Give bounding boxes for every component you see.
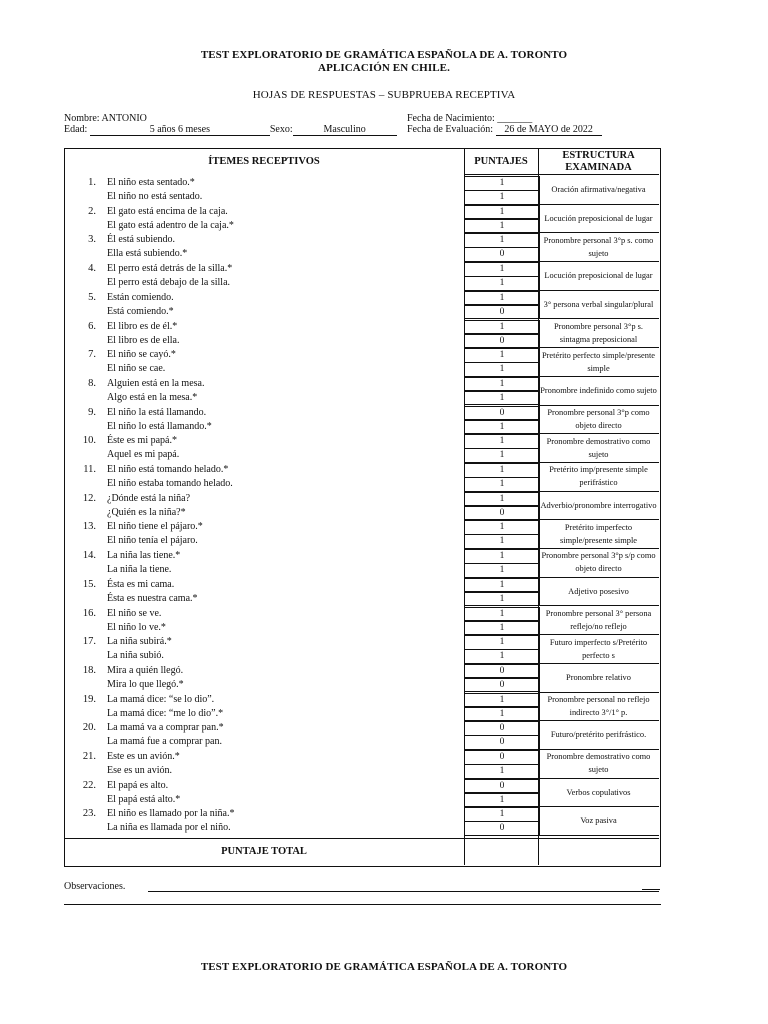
item-option-b: La mamá fue a comprar pan. xyxy=(107,736,222,748)
item-option-a: El niño es llamado por la niña.* xyxy=(107,808,235,820)
structure-examined xyxy=(538,376,659,406)
score-option-a: 1 xyxy=(464,807,540,822)
table-row xyxy=(64,491,659,520)
structure-text: Pronombre personal 3°p s/p como objeto directo xyxy=(541,551,656,574)
item-number: 15. xyxy=(82,578,96,590)
score-option-a: 1 xyxy=(464,176,540,191)
item-option-b: El niño lo está llamando.* xyxy=(107,420,212,432)
item-option-b: Está comiendo.* xyxy=(107,305,174,317)
item-option-b: Ella está subiendo.* xyxy=(107,248,188,260)
score-option-b: 1 xyxy=(464,563,540,578)
structure-text: Pretérito imperfecto simple/presente simple xyxy=(560,522,637,545)
evaluation-date-label: Fecha de Evaluación: xyxy=(407,124,494,135)
structure-examined xyxy=(538,347,659,377)
structure-text: Oración afirmativa/negativa xyxy=(551,184,646,194)
header-scores: PUNTAJES xyxy=(474,155,528,167)
score-option-a: 1 xyxy=(464,693,540,708)
item-option-b: El niño tenía el pájaro. xyxy=(107,535,198,547)
item-option-a: El papá es alto. xyxy=(107,779,169,791)
score-option-a: 1 xyxy=(464,291,540,306)
item-option-a: El niño la está llamando. xyxy=(107,406,207,418)
structure-text: Pronombre personal 3°p s. sintagma preposicional xyxy=(554,321,643,344)
structure-examined xyxy=(538,606,659,636)
document-title: TEST EXPLORATORIO DE GRAMÁTICA ESPAÑOLA DE A. TORONTO xyxy=(200,49,568,61)
score-option-b: 0 xyxy=(464,735,540,750)
item-option-a: El niño esta sentado.* xyxy=(107,177,195,188)
item-number: 14. xyxy=(82,550,96,562)
item-number: 8. xyxy=(88,377,96,389)
table-row xyxy=(64,204,659,233)
item-option-b: La niña la tiene. xyxy=(107,564,172,576)
structure-text: Pronombre personal 3°p s. como sujeto xyxy=(543,235,654,258)
item-number: 2. xyxy=(88,205,96,217)
structure-examined xyxy=(538,405,659,435)
table-row xyxy=(64,663,659,692)
structure-examined xyxy=(538,778,659,808)
score-option-b: 1 xyxy=(464,707,540,722)
observations-label: Observaciones. xyxy=(64,881,126,892)
structure-text: Pretérito perfecto simple/presente simple xyxy=(541,350,656,373)
item-option-a: El niño tiene el pájaro.* xyxy=(107,521,203,533)
structure-examined xyxy=(538,663,659,693)
name-label: Nombre: xyxy=(64,113,100,124)
item-option-a: La niña subirá.* xyxy=(107,636,172,648)
structure-examined xyxy=(538,720,659,750)
item-number: 16. xyxy=(82,607,96,619)
item-option-a: Mira a quién llegó. xyxy=(107,664,184,676)
item-number: 20. xyxy=(82,722,96,734)
structure-text: Locución preposicional de lugar xyxy=(544,213,653,223)
score-option-a: 0 xyxy=(464,664,540,679)
score-option-a: 0 xyxy=(464,406,540,421)
score-option-a: 1 xyxy=(464,320,540,335)
item-number: 19. xyxy=(82,693,96,705)
item-number: 3. xyxy=(88,234,96,246)
score-option-a: 1 xyxy=(464,463,540,478)
item-option-b: Algo está en la mesa.* xyxy=(107,391,198,403)
table-row xyxy=(64,232,659,261)
item-option-b: El libro es de ella. xyxy=(107,334,180,346)
score-option-b: 0 xyxy=(464,506,540,521)
score-option-b: 1 xyxy=(464,276,540,291)
table-row xyxy=(64,692,659,721)
sex-value: Masculino xyxy=(323,124,366,135)
item-option-b: El papá está alto.* xyxy=(107,793,181,805)
item-option-b: El niño no está sentado. xyxy=(107,191,203,202)
item-option-a: El niño se cayó.* xyxy=(107,349,176,361)
item-number: 4. xyxy=(88,263,96,275)
name-field xyxy=(64,113,147,124)
item-number: 11. xyxy=(83,464,96,475)
item-option-a: El niño se ve. xyxy=(107,607,162,619)
table-row xyxy=(64,405,659,434)
score-option-a: 1 xyxy=(464,348,540,363)
table-row xyxy=(64,806,659,835)
structure-text: Voz pasiva xyxy=(580,816,617,826)
structure-examined xyxy=(538,232,659,262)
item-option-a: ¿Dónde está la niña? xyxy=(107,492,191,504)
item-option-a: La mamá va a comprar pan.* xyxy=(107,722,224,734)
answer-sheet-heading: HOJAS DE RESPUESTAS – SUBPRUEBA RECEPTIVA xyxy=(252,89,516,101)
item-option-b: El niño lo ve.* xyxy=(107,621,166,633)
item-number: 13. xyxy=(82,521,96,533)
structure-text: Pronombre relativo xyxy=(566,672,631,682)
score-option-b: 1 xyxy=(464,391,540,406)
score-option-a: 1 xyxy=(464,635,540,650)
score-option-a: 1 xyxy=(464,578,540,593)
structure-examined xyxy=(538,261,659,291)
age-value-underline xyxy=(90,124,270,136)
item-option-b: Ese es un avión. xyxy=(107,765,172,776)
structure-text: Pronombre personal no reflejo indirecto 3°/1° p. xyxy=(547,694,650,717)
score-option-a: 0 xyxy=(464,721,540,736)
age-label: Edad: xyxy=(64,124,88,135)
item-option-a: La niña las tiene.* xyxy=(107,550,181,562)
score-option-a: 1 xyxy=(464,607,540,622)
score-option-b: 1 xyxy=(464,764,540,779)
table-row xyxy=(64,319,659,348)
score-option-b: 0 xyxy=(464,334,540,349)
score-option-a: 1 xyxy=(464,205,540,220)
score-option-b: 0 xyxy=(464,821,540,836)
table-row xyxy=(64,519,659,548)
structure-text: Adverbio/pronombre interrogativo xyxy=(540,500,657,510)
table-row xyxy=(64,261,659,290)
table-row xyxy=(64,606,659,635)
header-structure: ESTRUCTURA EXAMINADA xyxy=(562,149,635,173)
table-row xyxy=(64,290,659,319)
table-row xyxy=(64,347,659,376)
structure-examined xyxy=(538,692,659,722)
item-option-b: La niña es llamada por el niño. xyxy=(107,822,231,834)
score-option-b: 0 xyxy=(464,305,540,320)
item-option-b: El niño estaba tomando helado. xyxy=(107,478,233,489)
table-row xyxy=(64,577,659,606)
item-option-a: Este es un avión.* xyxy=(107,751,180,762)
item-option-a: El gato está encima de la caja. xyxy=(107,205,228,217)
table-row xyxy=(64,175,659,204)
structure-examined xyxy=(538,519,659,549)
document-subtitle-country: APLICACIÓN EN CHILE. xyxy=(318,62,450,74)
table-row xyxy=(64,749,659,778)
receptive-items-table xyxy=(64,148,661,867)
item-option-a: Alguien está en la mesa. xyxy=(107,377,205,389)
item-option-a: Él está subiendo. xyxy=(107,234,176,246)
structure-text: Pronombre demostrativo como sujeto xyxy=(546,436,651,459)
item-number: 21. xyxy=(82,751,96,762)
structure-text: Pronombre personal 3°p como objeto directo xyxy=(547,407,650,430)
structure-text: Locución preposicional de lugar xyxy=(544,270,653,280)
structure-examined xyxy=(538,634,659,664)
item-number: 17. xyxy=(82,636,96,648)
table-row xyxy=(64,462,659,491)
structure-examined xyxy=(538,806,659,836)
structure-text: Verbos copulativos xyxy=(566,787,631,797)
item-option-a: Ésta es mi cama. xyxy=(107,578,175,590)
item-option-a: El perro está detrás de la silla.* xyxy=(107,263,233,275)
structure-text: Pronombre personal 3° persona reflejo/no reflejo xyxy=(545,608,652,631)
item-option-b: Ésta es nuestra cama.* xyxy=(107,592,198,604)
item-number: 5. xyxy=(88,291,96,303)
structure-text: Futuro/pretérito perifrástico. xyxy=(550,730,647,740)
item-option-b: ¿Quién es la niña?* xyxy=(107,506,186,518)
structure-examined xyxy=(538,319,659,349)
structure-text: Pronombre demostrativo como sujeto xyxy=(546,752,651,775)
score-option-a: 0 xyxy=(464,750,540,765)
total-score-label: PUNTAJE TOTAL xyxy=(221,846,307,857)
score-option-b: 1 xyxy=(464,190,540,205)
score-option-b: 1 xyxy=(464,219,540,234)
score-option-a: 1 xyxy=(464,377,540,392)
observations-line-1 xyxy=(148,891,659,892)
item-number: 6. xyxy=(88,320,96,332)
score-option-b: 1 xyxy=(464,592,540,607)
score-option-b: 1 xyxy=(464,448,540,463)
item-option-b: La mamá dice: “me lo dio”.* xyxy=(107,707,224,719)
age-value: 5 años 6 meses xyxy=(149,124,210,135)
item-option-a: La mamá dice: “se lo dio”. xyxy=(107,693,215,705)
item-number: 23. xyxy=(82,808,96,820)
structure-examined xyxy=(538,548,659,578)
score-option-b: 1 xyxy=(464,362,540,377)
structure-text: 3° persona verbal singular/plural xyxy=(543,299,654,309)
name-value: ANTONIO xyxy=(101,113,147,124)
score-option-a: 1 xyxy=(464,520,540,535)
score-option-b: 1 xyxy=(464,793,540,808)
item-number: 9. xyxy=(88,406,96,418)
item-option-b: El gato está adentro de la caja.* xyxy=(107,219,234,231)
structure-examined xyxy=(538,290,659,320)
structure-examined xyxy=(538,204,659,234)
evaluation-date-value: 26 de MAYO de 2022 xyxy=(504,124,593,135)
table-row xyxy=(64,778,659,807)
table-row xyxy=(64,634,659,663)
structure-examined xyxy=(538,433,659,463)
table-row xyxy=(64,376,659,405)
table-row xyxy=(64,548,659,577)
total-row xyxy=(64,838,659,866)
item-number: 18. xyxy=(82,664,96,676)
structure-examined xyxy=(538,462,659,492)
item-option-a: Están comiendo. xyxy=(107,291,174,303)
score-option-a: 1 xyxy=(464,434,540,449)
item-number: 10. xyxy=(82,435,96,447)
structure-text: Pretérito imp/presente simple perifrástico xyxy=(549,465,648,488)
structure-text: Futuro imperfecto s/Pretérito perfecto s xyxy=(549,637,648,660)
structure-examined xyxy=(538,491,659,521)
score-option-b: 1 xyxy=(464,477,540,492)
table-row xyxy=(64,720,659,749)
score-option-b: 1 xyxy=(464,534,540,549)
sex-label: Sexo: xyxy=(269,124,293,135)
item-option-a: Éste es mi papá.* xyxy=(107,435,177,447)
sex-value-underline xyxy=(293,124,397,136)
table-row xyxy=(64,433,659,462)
item-option-b: La niña subió. xyxy=(107,650,164,662)
score-option-a: 1 xyxy=(464,262,540,277)
item-option-b: Aquel es mi papá. xyxy=(107,449,180,461)
structure-examined xyxy=(538,577,659,607)
score-option-b: 0 xyxy=(464,247,540,262)
evaluation-date-underline xyxy=(496,124,602,136)
item-option-a: El libro es de él.* xyxy=(107,320,178,332)
score-option-a: 1 xyxy=(464,492,540,507)
item-number: 1. xyxy=(88,177,96,188)
structure-examined xyxy=(538,749,659,779)
score-option-b: 0 xyxy=(464,678,540,693)
score-option-a: 1 xyxy=(464,549,540,564)
score-option-a: 1 xyxy=(464,233,540,248)
footer-title: TEST EXPLORATORIO DE GRAMÁTICA ESPAÑOLA DE A. TORONTO xyxy=(200,961,568,973)
score-option-b: 1 xyxy=(464,621,540,636)
observations-line-tail xyxy=(642,889,660,890)
birth-date-value: _______ xyxy=(497,113,533,124)
birth-date-label: Fecha de Nacimiento: xyxy=(407,113,495,124)
item-option-b: El perro está debajo de la silla. xyxy=(107,277,231,289)
structure-examined xyxy=(538,175,659,205)
score-option-a: 0 xyxy=(464,779,540,794)
header-items: ÍTEMES RECEPTIVOS xyxy=(208,155,320,167)
item-option-b: El niño se cae. xyxy=(107,363,166,375)
structure-text: Adjetivo posesivo xyxy=(568,586,629,596)
item-number: 22. xyxy=(82,779,96,791)
age-sex-field xyxy=(64,124,397,136)
item-option-a: El niño está tomando helado.* xyxy=(107,464,229,475)
birth-date-field xyxy=(407,113,532,124)
score-option-b: 1 xyxy=(464,420,540,435)
item-number: 7. xyxy=(88,349,96,361)
score-option-b: 1 xyxy=(464,649,540,664)
structure-text: Pronombre indefinido como sujeto xyxy=(540,385,657,395)
item-number: 12. xyxy=(82,492,96,504)
item-option-b: Mira lo que llegó.* xyxy=(107,678,184,690)
evaluation-date-field xyxy=(407,124,602,136)
observations-line-2 xyxy=(64,904,661,905)
